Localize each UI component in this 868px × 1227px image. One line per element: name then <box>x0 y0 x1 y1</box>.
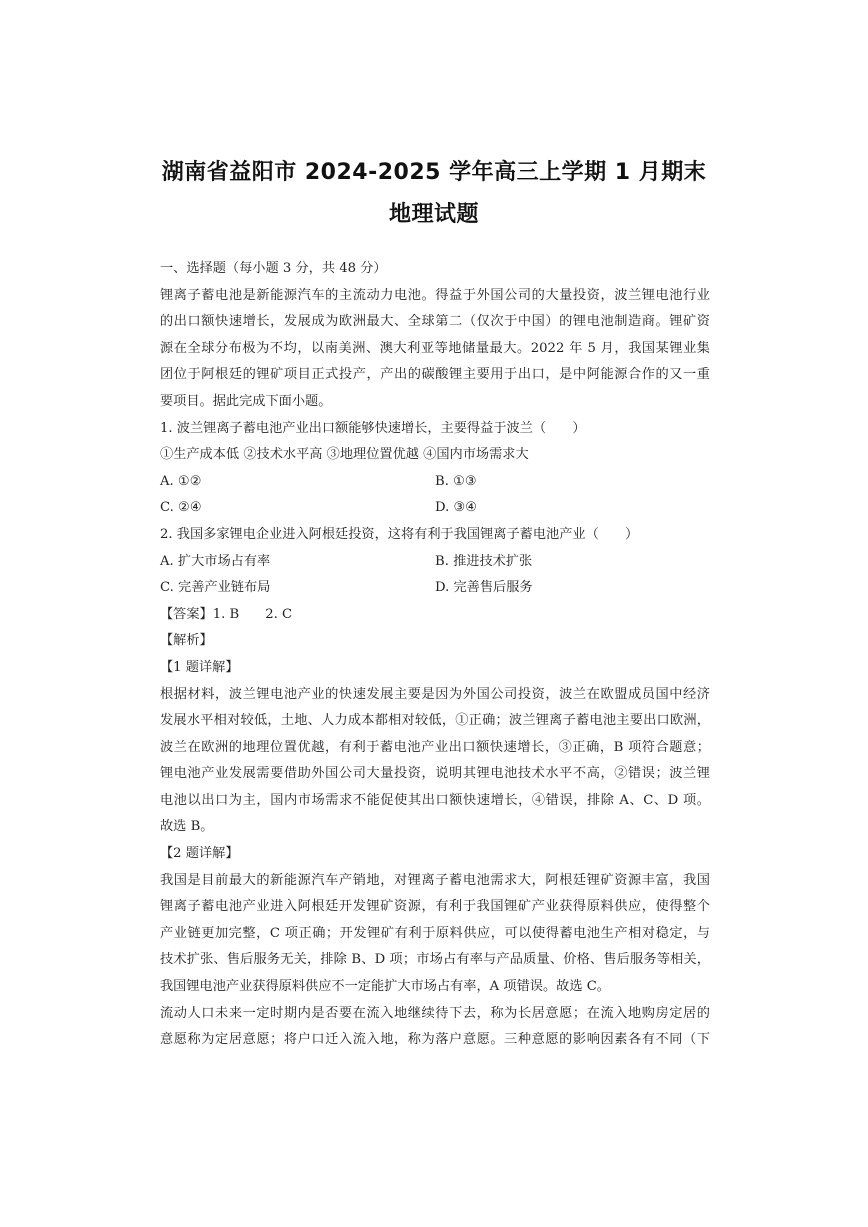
detail-1-line: 电池以出口为主，国内市场需求不能促使其出口额快速增长，④错误，排除 A、C、D 项。 <box>160 792 710 808</box>
option-d: D. ③④ <box>435 500 478 516</box>
answer-label: 【答案】 <box>160 606 213 622</box>
option-a: A. 扩大市场占有率 <box>160 553 271 569</box>
detail-1-line: 故选 B。 <box>160 819 214 835</box>
option-d: D. 完善售后服务 <box>435 580 533 596</box>
material-line: 锂离子蓄电池是新能源汽车的主流动力电池。得益于外国公司的大量投资，波兰锂电池行业 <box>160 287 710 303</box>
option-c: C. ②④ <box>160 500 202 516</box>
option-a: A. ①② <box>160 473 202 489</box>
option-b: B. 推进技术扩张 <box>435 553 533 569</box>
question-1-stem: 1. 波兰锂离子蓄电池产业出口额能够快速增长，主要得益于波兰（ ） <box>160 420 586 436</box>
detail-2-label: 【2 题详解】 <box>160 846 239 862</box>
material-line: 的出口额快速增长，发展成为欧洲最大、全球第二（仅次于中国）的锂电池制造商。锂矿资 <box>160 314 710 330</box>
question-1-options-row <box>160 469 710 496</box>
material-line: 要项目。据此完成下面小题。 <box>160 393 332 409</box>
option-b: B. ①③ <box>435 473 477 489</box>
question-1-options-row <box>160 495 710 522</box>
detail-2-line: 我国是目前最大的新能源汽车产销地，对锂离子蓄电池需求大，阿根廷锂矿资源丰富，我国 <box>160 872 710 888</box>
question-2-options-row <box>160 575 710 602</box>
material-line: 源在全球分布极为不均，以南美洲、澳大利亚等地储量最大。2022 年 5 月，我国某锂业集 <box>160 340 710 356</box>
detail-1-line: 根据材料，波兰锂电池产业的快速发展主要是因为外国公司投资，波兰在欧盟成员国中经济 <box>160 686 710 702</box>
detail-2-line: 锂离子蓄电池产业进入阿根廷开发锂矿资源，有利于我国锂矿产业获得原料供应，使得整个 <box>160 899 710 915</box>
section-heading: 一、选择题（每小题 3 分，共 48 分） <box>160 261 387 276</box>
analysis-label: 【解析】 <box>160 633 213 649</box>
document-subtitle: 地理试题 <box>388 202 479 227</box>
document-title: 湖南省益阳市 2024-2025 学年高三上学期 1 月期末 <box>161 160 707 185</box>
material-line: 团位于阿根廷的锂矿项目正式投产，产出的碳酸锂主要用于出口，是中阿能源合作的又一重 <box>160 367 710 383</box>
material-2-line: 流动人口未来一定时期内是否要在流入地继续待下去，称为长居意愿；在流入地购房定居的 <box>160 1005 710 1021</box>
detail-1-line: 波兰在欧洲的地理位置优越，有利于蓄电池产业出口额快速增长，③正确，B 项符合题意； <box>160 739 710 755</box>
answer-1: 1. B <box>212 606 240 622</box>
document-body <box>160 256 710 1054</box>
question-1-statements: ①生产成本低 ②技术水平高 ③地理位置优越 ④国内市场需求大 <box>160 447 529 463</box>
detail-1-line: 锂电池产业发展需要借助外国公司大量投资，说明其锂电池技术水平不高，②错误；波兰锂 <box>160 766 710 782</box>
detail-2-line: 产业链更加完整，C 项正确；开发锂矿有利于原料供应，可以使得蓄电池生产相对稳定，与 <box>160 925 710 941</box>
option-c: C. 完善产业链布局 <box>160 580 271 596</box>
material-2-line: 意愿称为定居意愿；将户口迁入流入地，称为落户意愿。三种意愿的影响因素各有不同（下 <box>160 1032 710 1048</box>
detail-2-line: 我国锂电池产业获得原料供应不一定能扩大市场占有率，A 项错误。故选 C。 <box>160 979 610 995</box>
answer-line <box>160 602 710 629</box>
detail-1-label: 【1 题详解】 <box>160 659 239 675</box>
detail-2-line: 技术扩张、售后服务无关，排除 B、D 项；市场占有率与产品质量、价格、售后服务等相关， <box>160 952 710 968</box>
question-2-stem: 2. 我国多家锂电企业进入阿根廷投资，这将有利于我国锂离子蓄电池产业（ ） <box>160 526 639 542</box>
detail-1-line: 发展水平相对较低，土地、人力成本都相对较低，①正确；波兰锂离子蓄电池主要出口欧洲， <box>160 713 710 729</box>
question-2-options-row <box>160 549 710 576</box>
answer-2: 2. C <box>265 606 293 622</box>
